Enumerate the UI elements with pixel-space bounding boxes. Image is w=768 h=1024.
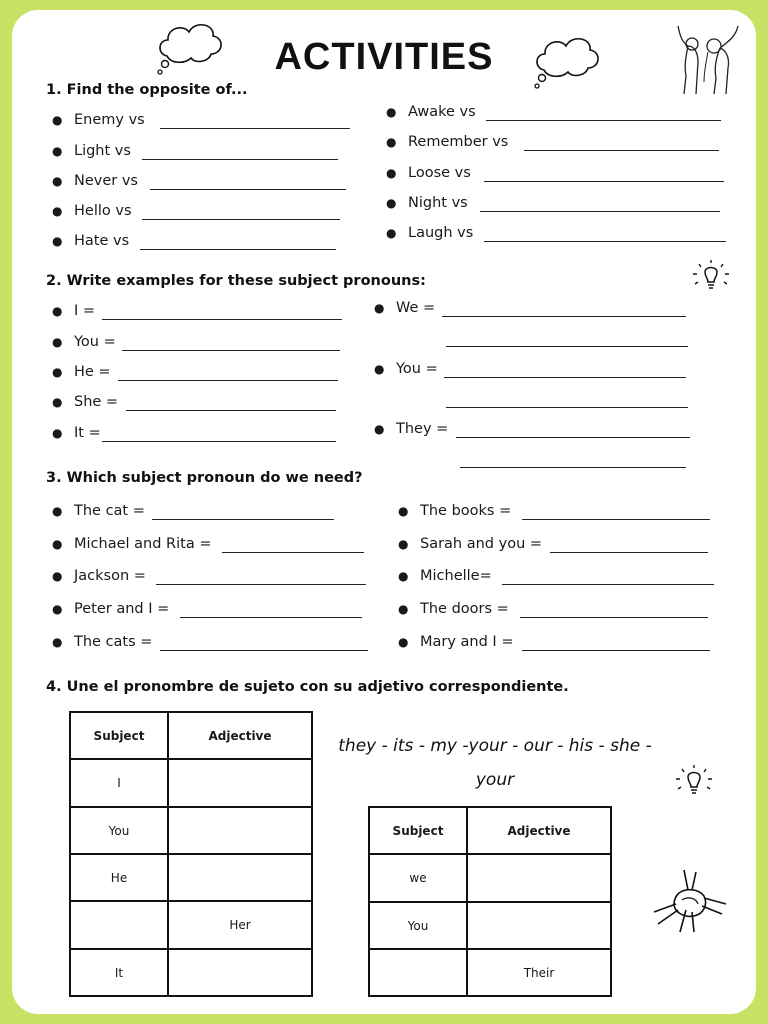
adjective-table-1 bbox=[69, 711, 313, 997]
subject-cell[interactable]: we bbox=[369, 854, 467, 902]
opposite-word: Loose vs bbox=[408, 165, 471, 181]
answer-line[interactable] bbox=[142, 159, 338, 160]
answer-line[interactable] bbox=[444, 377, 686, 378]
table-row bbox=[70, 854, 312, 901]
pronoun-item: ● He = bbox=[52, 364, 111, 380]
question-label: Jackson = bbox=[74, 568, 146, 584]
pronoun-item: ● You = bbox=[52, 334, 116, 350]
answer-line[interactable] bbox=[142, 219, 340, 220]
section3-heading: 3. Which subject pronoun do we need? bbox=[46, 470, 363, 486]
question-label: Sarah and you = bbox=[420, 536, 543, 552]
pronoun-question: ● Jackson = bbox=[52, 568, 146, 584]
section2-heading: 2. Write examples for these subject pronouns: bbox=[46, 273, 426, 289]
answer-line[interactable] bbox=[102, 319, 342, 320]
table-row bbox=[70, 807, 312, 854]
opposite-word: Remember vs bbox=[408, 134, 509, 150]
subject-cell[interactable]: You bbox=[369, 902, 467, 949]
answer-line[interactable] bbox=[502, 584, 714, 585]
adjective-cell[interactable] bbox=[467, 854, 611, 902]
question-label: Michael and Rita = bbox=[74, 536, 212, 552]
pronoun-label: We = bbox=[396, 300, 436, 316]
answer-line[interactable] bbox=[122, 350, 340, 351]
opposite-item: ● Remember vs bbox=[386, 134, 509, 150]
opposite-word: Light vs bbox=[74, 143, 131, 159]
table-row bbox=[369, 949, 611, 996]
answer-line[interactable] bbox=[484, 181, 724, 182]
opposite-word: Enemy vs bbox=[74, 112, 145, 128]
page-title: ACTIVITIES bbox=[274, 36, 494, 78]
lightbulb-icon bbox=[672, 763, 716, 803]
opposite-item: ● Awake vs bbox=[386, 104, 476, 120]
pronoun-item: ● It = bbox=[52, 425, 101, 441]
pronoun-item: ● They = bbox=[374, 421, 449, 437]
pronoun-label: They = bbox=[396, 421, 449, 437]
answer-line[interactable] bbox=[140, 249, 336, 250]
hands-together-icon bbox=[650, 866, 730, 936]
subject-cell[interactable] bbox=[70, 901, 168, 949]
question-label: Mary and I = bbox=[420, 634, 514, 650]
table-header-subject: Subject bbox=[369, 807, 467, 854]
question-label: The books = bbox=[420, 503, 512, 519]
subject-cell[interactable]: It bbox=[70, 949, 168, 996]
subject-cell[interactable]: I bbox=[70, 759, 168, 807]
answer-line[interactable] bbox=[442, 316, 686, 317]
table-row bbox=[369, 902, 611, 949]
table-row bbox=[70, 901, 312, 949]
answer-line[interactable] bbox=[156, 584, 366, 585]
question-label: The cats = bbox=[74, 634, 153, 650]
answer-line[interactable] bbox=[446, 407, 688, 408]
answer-line[interactable] bbox=[118, 380, 338, 381]
pronoun-question: ● Mary and I = bbox=[398, 634, 514, 650]
pronoun-item: ● I = bbox=[52, 303, 96, 319]
answer-line[interactable] bbox=[484, 241, 726, 242]
answer-line[interactable] bbox=[126, 410, 336, 411]
opposite-item: ● Night vs bbox=[386, 195, 468, 211]
answer-line[interactable] bbox=[150, 189, 346, 190]
subject-cell[interactable]: You bbox=[70, 807, 168, 854]
lightbulb-icon bbox=[689, 258, 733, 298]
opposite-word: Night vs bbox=[408, 195, 468, 211]
pronoun-question: ● Sarah and you = bbox=[398, 536, 543, 552]
pronoun-question: ● The cat = bbox=[52, 503, 145, 519]
opposite-word: Awake vs bbox=[408, 104, 476, 120]
opposite-item: ● Light vs bbox=[52, 143, 131, 159]
question-label: The cat = bbox=[74, 503, 145, 519]
opposite-item: ● Loose vs bbox=[386, 165, 471, 181]
answer-line[interactable] bbox=[160, 650, 368, 651]
opposite-item: ● Never vs bbox=[52, 173, 138, 189]
answer-line[interactable] bbox=[160, 128, 350, 129]
opposite-item: ● Laugh vs bbox=[386, 225, 474, 241]
pronoun-question: ● Michael and Rita = bbox=[52, 536, 212, 552]
opposite-word: Hate vs bbox=[74, 233, 130, 249]
pronoun-label: You = bbox=[396, 361, 438, 377]
opposite-word: Laugh vs bbox=[408, 225, 474, 241]
opposite-item: ● Enemy vs bbox=[52, 112, 145, 128]
table-header-adjective: Adjective bbox=[467, 807, 611, 854]
pronoun-question: ● Michelle= bbox=[398, 568, 492, 584]
answer-line[interactable] bbox=[550, 552, 708, 553]
answer-line[interactable] bbox=[456, 437, 690, 438]
adjective-cell[interactable] bbox=[467, 902, 611, 949]
adjective-cell[interactable]: Their bbox=[467, 949, 611, 996]
pronoun-item: ● You = bbox=[374, 361, 438, 377]
pronoun-label: It = bbox=[74, 425, 101, 441]
answer-line[interactable] bbox=[222, 552, 364, 553]
answer-line[interactable] bbox=[446, 346, 688, 347]
table-header-subject: Subject bbox=[70, 712, 168, 759]
pronoun-question: ● The cats = bbox=[52, 634, 153, 650]
question-label: Michelle= bbox=[420, 568, 492, 584]
opposite-item: ● Hate vs bbox=[52, 233, 130, 249]
table-row bbox=[369, 854, 611, 902]
pronoun-label: He = bbox=[74, 364, 111, 380]
pronoun-question: ● Peter and I = bbox=[52, 601, 170, 617]
subject-cell[interactable] bbox=[369, 949, 467, 996]
answer-line[interactable] bbox=[520, 617, 708, 618]
question-label: Peter and I = bbox=[74, 601, 170, 617]
pronoun-question: ● The books = bbox=[398, 503, 512, 519]
answer-line[interactable] bbox=[180, 617, 362, 618]
answer-line[interactable] bbox=[152, 519, 334, 520]
pronoun-label: You = bbox=[74, 334, 116, 350]
pronoun-item: ● We = bbox=[374, 300, 436, 316]
opposite-word: Hello vs bbox=[74, 203, 132, 219]
answer-line[interactable] bbox=[524, 150, 719, 151]
question-label: The doors = bbox=[420, 601, 509, 617]
adjective-table-2 bbox=[368, 806, 612, 997]
answer-line[interactable] bbox=[486, 120, 721, 121]
adjective-cell[interactable] bbox=[168, 854, 312, 901]
pronoun-label: I = bbox=[74, 303, 96, 319]
word-bank-line: they - its - my -your - our - his - she - bbox=[338, 736, 652, 756]
adjective-cell[interactable] bbox=[168, 807, 312, 854]
word-bank-line: your bbox=[475, 770, 515, 790]
answer-line[interactable] bbox=[460, 467, 686, 468]
opposite-word: Never vs bbox=[74, 173, 138, 189]
table-row bbox=[70, 949, 312, 996]
adjective-cell[interactable] bbox=[168, 949, 312, 996]
adjective-cell[interactable]: Her bbox=[168, 901, 312, 949]
word-bank bbox=[330, 729, 660, 797]
section4-heading: 4. Une el pronombre de sujeto con su adjetivo correspondiente. bbox=[46, 679, 569, 695]
subject-cell[interactable]: He bbox=[70, 854, 168, 901]
section1-heading: 1. Find the opposite of... bbox=[46, 82, 248, 98]
table-row bbox=[70, 759, 312, 807]
table-header-adjective: Adjective bbox=[168, 712, 312, 759]
answer-line[interactable] bbox=[522, 519, 710, 520]
opposite-item: ● Hello vs bbox=[52, 203, 132, 219]
pronoun-label: She = bbox=[74, 394, 119, 410]
pronoun-question: ● The doors = bbox=[398, 601, 509, 617]
answer-line[interactable] bbox=[522, 650, 710, 651]
answer-line[interactable] bbox=[480, 211, 720, 212]
answer-line[interactable] bbox=[102, 441, 336, 442]
adjective-cell[interactable] bbox=[168, 759, 312, 807]
pronoun-item: ● She = bbox=[52, 394, 119, 410]
